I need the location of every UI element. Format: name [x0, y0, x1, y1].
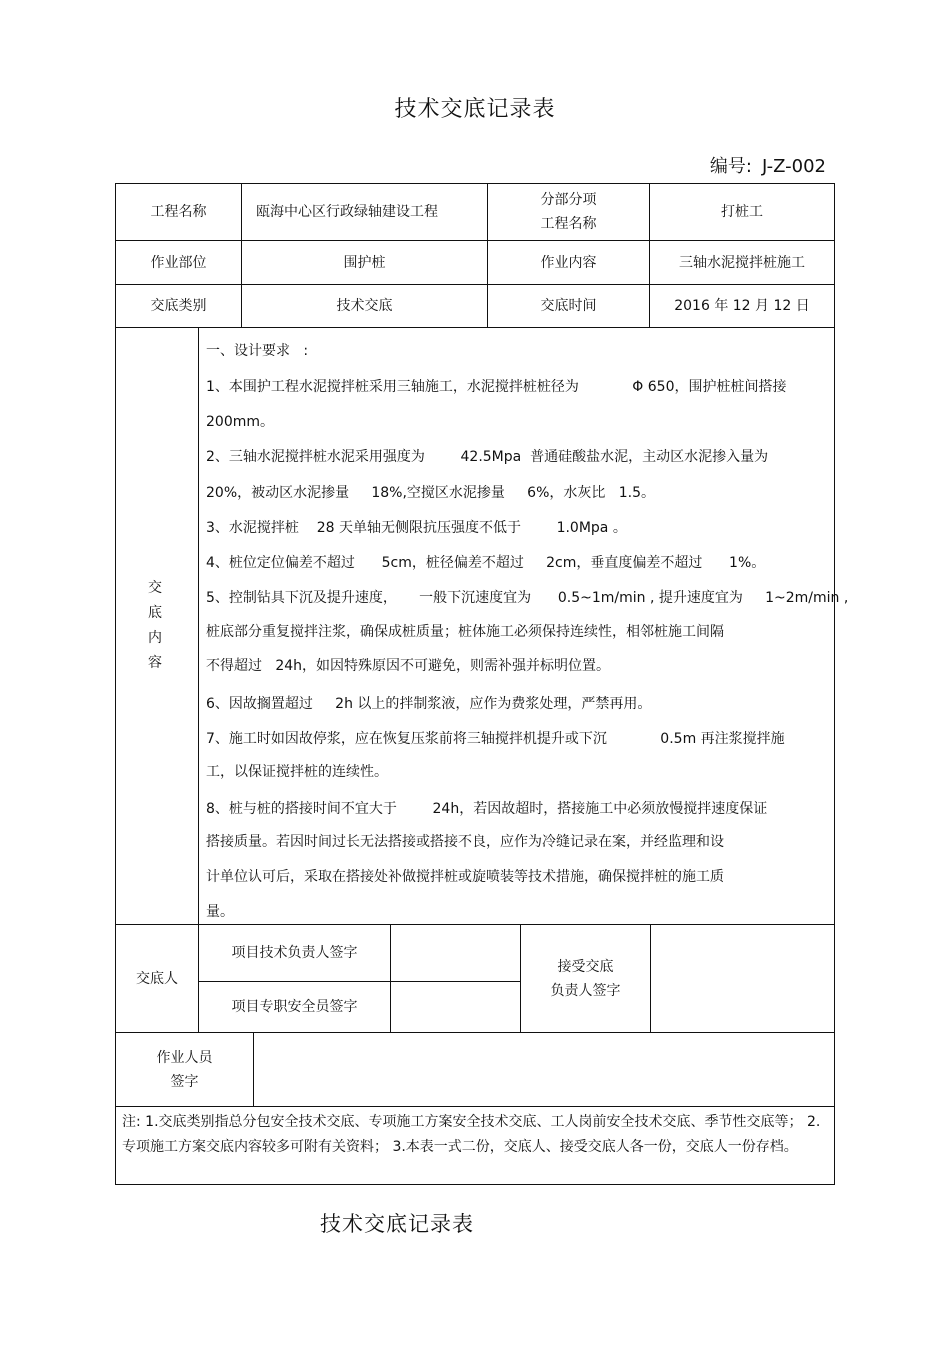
tech-lead-sign-field[interactable]: [391, 925, 520, 981]
project-name-value: 瓯海中心区行政绿轴建设工程: [256, 204, 438, 220]
content-line: 一、设计要求 :: [206, 343, 309, 359]
receiver-label-line1: 接受交底: [557, 958, 614, 975]
content-label-char: 交: [148, 580, 162, 596]
content-line: 搭接质量。若因时间过长无法搭接或搭接不良，应作为冷缝记录在案，并经监理和设: [206, 834, 724, 850]
content-line: 工，以保证搅拌桩的连续性。: [206, 764, 388, 780]
content-line: 7、施工时如因故停浆，应在恢复压浆前将三轴搅拌机提升或下沉 0.5m 再注浆搅拌施: [206, 731, 785, 747]
document-number: [700, 152, 826, 178]
disclosure-time-value: 2016 年 12 月 12 日: [674, 298, 810, 314]
content-line: 5、控制钻具下沉及提升速度， 一般下沉速度宜为 0.5~1m/min , 提升速度宜为 1~2m/min ,: [206, 590, 849, 606]
project-name-label: 工程名称: [150, 204, 207, 220]
content-line: 2、三轴水泥搅拌桩水泥采用强度为 42.5Mpa 普通硅酸盐水泥，主动区水泥掺入量为: [206, 449, 769, 465]
sub-project-label-line1: 分部分项: [540, 192, 597, 208]
number-label: 编号:: [709, 156, 752, 177]
document-title: 技术交底记录表: [394, 97, 556, 122]
workers-sign-label: [116, 1033, 253, 1106]
workers-label-line2: 签字: [170, 1073, 199, 1090]
workers-sign-field[interactable]: [254, 1033, 834, 1106]
work-part-value: 围护桩: [343, 254, 386, 271]
number-value: J-Z-002: [761, 156, 826, 177]
disclosure-time-label: 交底时间: [540, 298, 597, 314]
content-line: 4、桩位定位偏差不超过 5cm，桩径偏差不超过 2cm，垂直度偏差不超过 1%。: [206, 555, 766, 571]
sub-project-label-line2: 工程名称: [540, 216, 597, 232]
sub-project-value: 打桩工: [721, 204, 763, 220]
disclosure-type-label: 交底类别: [150, 298, 207, 314]
content-line: 200mm。: [206, 414, 274, 430]
table-border-bottom: [115, 1184, 835, 1185]
workers-label-line1: 作业人员: [156, 1049, 213, 1066]
work-part-label: 作业部位: [150, 254, 207, 271]
receiver-sign-field[interactable]: [651, 925, 834, 1032]
row-divider: [115, 1106, 835, 1107]
content-label-char: 内: [148, 630, 162, 646]
content-line: 3、水泥搅拌桩 28 天单轴无侧限抗压强度不低于 1.0Mpa 。: [206, 520, 627, 536]
content-line: 不得超过 24h，如因特殊原因不可避免，则需补强并标明位置。: [206, 658, 611, 674]
table-note: 注: 1.交底类别指总分包安全技术交底、专项施工方案安全技术交底、工人岗前安全技术交底、季节性交底等； 2. 专项施工方案交底内容较多可附有关资料； 3.本表一式二份，交底人、接受交底人各一份，交底人一份存档。: [122, 1114, 821, 1155]
disclosure-type-value: 技术交底: [336, 298, 393, 314]
content-line: 8、桩与桩的搭接时间不宜大于 24h，若因故超时，搭接施工中必须放慢搅拌速度保证: [206, 801, 768, 817]
content-line: 量。: [206, 904, 234, 920]
safety-officer-sign-label: 项目专职安全员签字: [231, 999, 358, 1015]
content-line: 1、本围护工程水泥搅拌桩采用三轴施工，水泥搅拌桩桩径为 Φ 650，围护桩桩间搭接: [206, 379, 787, 395]
safety-officer-sign-field[interactable]: [391, 982, 520, 1032]
next-page-title: 技术交底记录表: [320, 1212, 474, 1236]
tech-lead-sign-label: 项目技术负责人签字: [231, 945, 358, 961]
content-line: 桩底部分重复搅拌注浆，确保成桩质量；桩体施工必须保持连续性，相邻桩施工间隔: [206, 624, 724, 640]
content-line: 计单位认可后，采取在搭接处补做搅拌桩或旋喷装等技术措施，确保搅拌桩的施工质: [206, 869, 724, 885]
table-border-right: [834, 183, 835, 1185]
discloser-label: 交底人: [136, 970, 178, 987]
row-divider: [115, 327, 835, 328]
sub-project-label: [488, 184, 649, 240]
work-content-label: 作业内容: [540, 254, 597, 271]
work-content-value: 三轴水泥搅拌桩施工: [679, 254, 805, 271]
content-label-char: 底: [148, 605, 162, 621]
content-label-char: 容: [148, 655, 162, 671]
content-line: 20%，被动区水泥掺量 18%,空搅区水泥掺量 6%，水灰比 1.5。: [206, 485, 656, 501]
content-line: 6、因故搁置超过 2h 以上的拌制浆液，应作为费浆处理，严禁再用。: [206, 696, 652, 712]
receiver-label: [521, 925, 650, 1032]
receiver-label-line2: 负责人签字: [550, 982, 621, 999]
